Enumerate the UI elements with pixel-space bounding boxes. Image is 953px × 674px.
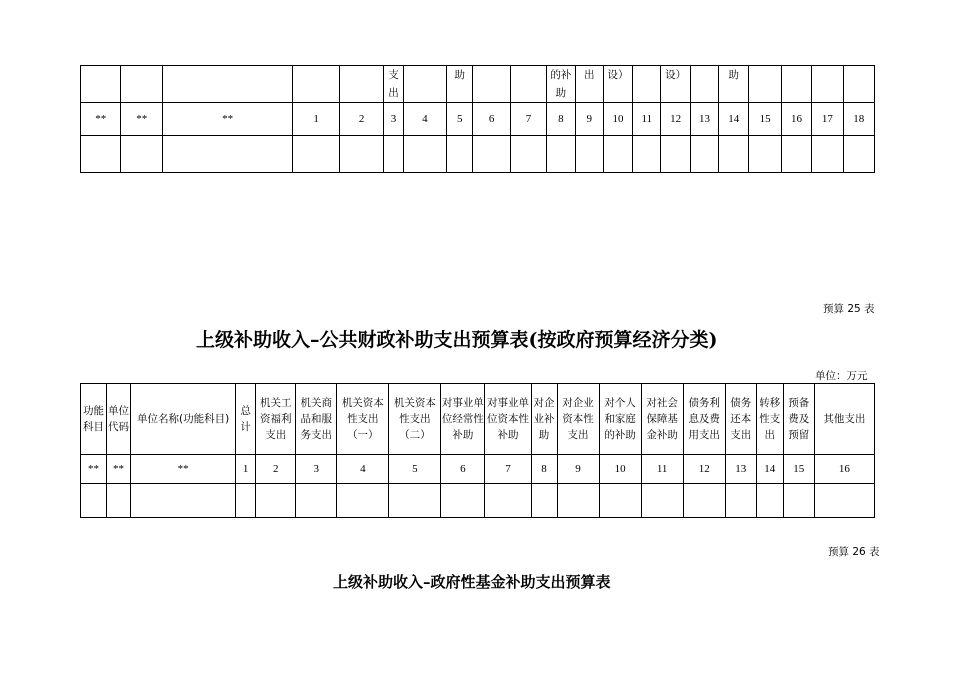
- empty-cell: [812, 136, 843, 173]
- number-cell: 3: [384, 103, 403, 136]
- empty-cell: [389, 484, 441, 518]
- column-header: 功能科目: [81, 384, 107, 455]
- number-cell: 9: [557, 455, 599, 484]
- empty-cell: [683, 484, 725, 518]
- header-cell: [162, 66, 292, 103]
- number-cell: 17: [812, 103, 843, 136]
- header-cell: [633, 66, 661, 103]
- number-cell: 11: [641, 455, 683, 484]
- table-empty-row: [81, 484, 875, 518]
- header-cell: 的补助: [547, 66, 575, 103]
- column-header: 对个人和家庭的补助: [599, 384, 641, 455]
- number-cell: **: [162, 103, 292, 136]
- empty-cell: [81, 484, 107, 518]
- empty-cell: [236, 484, 256, 518]
- empty-cell: [690, 136, 718, 173]
- empty-cell: [384, 136, 403, 173]
- empty-cell: [293, 136, 340, 173]
- number-cell: 14: [719, 103, 749, 136]
- header-cell: [473, 66, 510, 103]
- empty-cell: [783, 484, 814, 518]
- empty-cell: [603, 136, 632, 173]
- number-cell: 18: [843, 103, 874, 136]
- number-cell: 10: [599, 455, 641, 484]
- empty-cell: [575, 136, 603, 173]
- empty-cell: [337, 484, 389, 518]
- empty-cell: [843, 136, 874, 173]
- number-cell: 10: [603, 103, 632, 136]
- empty-cell: [661, 136, 690, 173]
- empty-cell: [719, 136, 749, 173]
- number-cell: 1: [236, 455, 256, 484]
- column-header: 债务还本支出: [725, 384, 756, 455]
- empty-cell: [403, 136, 446, 173]
- number-cell: 8: [531, 455, 557, 484]
- number-cell: 4: [403, 103, 446, 136]
- empty-cell: [510, 136, 546, 173]
- table-tag-26: 预算 26 表: [828, 546, 880, 558]
- header-cell: 设）: [661, 66, 690, 103]
- header-cell: [121, 66, 162, 103]
- empty-cell: [107, 484, 131, 518]
- empty-cell: [447, 136, 473, 173]
- number-cell: 14: [756, 455, 783, 484]
- section-title: 上级补助收入–政府性基金补助支出预算表: [333, 573, 611, 591]
- empty-cell: [756, 484, 783, 518]
- number-cell: 13: [725, 455, 756, 484]
- column-header: 单位代码: [107, 384, 131, 455]
- top-table-header-row: [81, 66, 875, 103]
- empty-cell: [256, 484, 296, 518]
- number-cell: 5: [389, 455, 441, 484]
- empty-cell: [531, 484, 557, 518]
- header-cell: [339, 66, 384, 103]
- header-cell: [81, 66, 121, 103]
- number-cell: 1: [293, 103, 340, 136]
- number-cell: 16: [781, 103, 811, 136]
- empty-cell: [814, 484, 874, 518]
- number-cell: 16: [814, 455, 874, 484]
- top-table-empty-row: [81, 136, 875, 173]
- number-cell: 6: [473, 103, 510, 136]
- empty-cell: [296, 484, 337, 518]
- table-tag: 预算 25 表: [823, 303, 875, 315]
- column-header: 机关资本性支出（一）: [337, 384, 389, 455]
- number-cell: 11: [633, 103, 661, 136]
- number-cell: 5: [447, 103, 473, 136]
- column-header: 机关资本性支出（二）: [389, 384, 441, 455]
- column-header: 其他支出: [814, 384, 874, 455]
- number-cell: 12: [661, 103, 690, 136]
- number-cell: 6: [441, 455, 485, 484]
- number-cell: 7: [485, 455, 531, 484]
- top-table-number-row: [81, 103, 875, 136]
- header-cell: [781, 66, 811, 103]
- column-header: 机关商品和服务支出: [296, 384, 337, 455]
- number-cell: **: [81, 455, 107, 484]
- header-cell: 助: [719, 66, 749, 103]
- column-header: 预备费及预留: [783, 384, 814, 455]
- number-cell: 7: [510, 103, 546, 136]
- empty-cell: [485, 484, 531, 518]
- number-cell: 13: [690, 103, 718, 136]
- table-header-row: [81, 384, 875, 455]
- column-header: 对企业补助: [531, 384, 557, 455]
- empty-cell: [473, 136, 510, 173]
- header-cell: 助: [447, 66, 473, 103]
- header-cell: [812, 66, 843, 103]
- header-cell: [749, 66, 781, 103]
- empty-cell: [162, 136, 292, 173]
- number-cell: 2: [256, 455, 296, 484]
- column-header: 对事业单位资本性补助: [485, 384, 531, 455]
- number-cell: **: [131, 455, 236, 484]
- number-cell: 9: [575, 103, 603, 136]
- number-cell: 2: [339, 103, 384, 136]
- column-header: 转移性支出: [756, 384, 783, 455]
- column-header: 对事业单位经常性补助: [441, 384, 485, 455]
- number-cell: 12: [683, 455, 725, 484]
- empty-cell: [557, 484, 599, 518]
- column-header: 对企业资本性支出: [557, 384, 599, 455]
- empty-cell: [441, 484, 485, 518]
- empty-cell: [81, 136, 121, 173]
- number-cell: 3: [296, 455, 337, 484]
- table-number-row: [81, 455, 875, 484]
- header-cell: [403, 66, 446, 103]
- header-cell: [510, 66, 546, 103]
- column-header: 债务利息及费用支出: [683, 384, 725, 455]
- header-cell: [690, 66, 718, 103]
- budget-table-25: [80, 383, 875, 518]
- column-header: 机关工资福利支出: [256, 384, 296, 455]
- empty-cell: [131, 484, 236, 518]
- header-cell: 支出: [384, 66, 403, 103]
- header-cell: 出: [575, 66, 603, 103]
- column-header: 对社会保障基金补助: [641, 384, 683, 455]
- column-header: 单位名称(功能科目): [131, 384, 236, 455]
- number-cell: **: [121, 103, 162, 136]
- number-cell: 4: [337, 455, 389, 484]
- empty-cell: [633, 136, 661, 173]
- empty-cell: [547, 136, 575, 173]
- page-title: 上级补助收入–公共财政补助支出预算表(按政府预算经济分类): [196, 329, 718, 351]
- empty-cell: [121, 136, 162, 173]
- empty-cell: [749, 136, 781, 173]
- column-header: 总计: [236, 384, 256, 455]
- header-cell: [293, 66, 340, 103]
- number-cell: **: [107, 455, 131, 484]
- empty-cell: [781, 136, 811, 173]
- number-cell: 15: [783, 455, 814, 484]
- unit-label: 单位：万元: [815, 370, 868, 382]
- number-cell: **: [81, 103, 121, 136]
- number-cell: 15: [749, 103, 781, 136]
- header-cell: 设）: [603, 66, 632, 103]
- top-table: [80, 65, 875, 173]
- number-cell: 8: [547, 103, 575, 136]
- empty-cell: [599, 484, 641, 518]
- empty-cell: [725, 484, 756, 518]
- header-cell: [843, 66, 874, 103]
- empty-cell: [641, 484, 683, 518]
- empty-cell: [339, 136, 384, 173]
